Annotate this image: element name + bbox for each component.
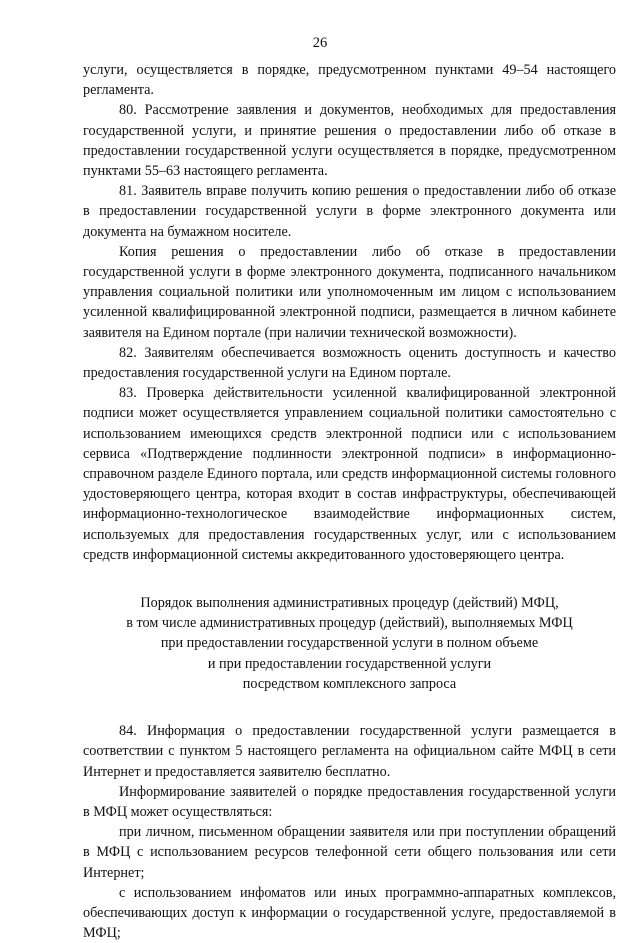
- paragraph-item-84: 84. Информация о предоставлении государственной услуги размещается в соответствии с пунктом 5 настоящего регламента на официальном сайте МФЦ в сети Интернет и предоставляется заявителю бесплатно.: [83, 723, 616, 780]
- paragraph-informing-personal: при личном, письменном обращении заявителя или при поступлении обращений в МФЦ с использованием ресурсов телефонной сети общего пользования или сети Интернет;: [83, 824, 616, 881]
- paragraph-item-83: 83. Проверка действительности усиленной квалифицированной электронной подписи может осуществляется управлением социальной политики самостоятельно с использованием имеющихся средств электронной подписи или с использованием сервиса «Подтверждение подлинности электронной подписи» в информационно-справочном разделе Единого портала, или средств информационной системы головного удостоверяющего центра, которая входит в состав инфраструктуры, обеспечивающей информационно-технологическое взаимодействие информационных систем, используемых для предоставления государственных услуг, или с использованием средств информационной системы аккредитованного удостоверяющего центра.: [83, 385, 616, 563]
- section-heading-line: посредством комплексного запроса: [242, 675, 457, 692]
- section-heading-line: и при предоставлении государственной услуги: [207, 655, 492, 672]
- paragraph-item-82: 82. Заявителям обеспечивается возможность оценить доступность и качество предоставления государственной услуги на Едином портале.: [83, 344, 616, 382]
- paragraph-informing-infomat: с использованием инфоматов или иных программно-аппаратных комплексов, обеспечивающих доступ к информации о государственной услуге, предоставляемой в МФЦ;: [83, 884, 616, 942]
- page-number: 26: [312, 35, 328, 51]
- paragraph-item-81: 81. Заявитель вправе получить копию решения о предоставлении либо об отказе в предоставлении государственной услуги в форме электронного документа или документа на бумажном носителе.: [83, 183, 616, 240]
- section-heading-line: в том числе административных процедур (действий), выполняемых МФЦ: [126, 615, 573, 632]
- section-heading-line: Порядок выполнения административных процедур (действий) МФЦ,: [140, 595, 559, 612]
- paragraph-item-81-copy: Копия решения о предоставлении либо об отказе в предоставлении государственной услуги в форме электронного документа, подписанного начальником управления социальной политики или уполномоченным им лицом с использованием усиленной квалифицированной электронной подписи, размещается в личном кабинете заявителя на Едином портале (при наличии технической возможности).: [83, 243, 616, 341]
- section-heading: [83, 593, 616, 694]
- section-heading-line: при предоставлении государственной услуги в полном объеме: [160, 635, 539, 652]
- paragraph-continuation: услуги, осуществляется в порядке, предусмотренном пунктами 49–54 настоящего регламента.: [83, 62, 616, 99]
- paragraph-informing: Информирование заявителей о порядке предоставления государственной услуги в МФЦ может осуществляться:: [83, 783, 616, 820]
- paragraph-item-80: 80. Рассмотрение заявления и документов, необходимых для предоставления государственной услуги, и принятие решения о предоставлении либо об отказе в предоставлении государственной услуги осуществляется в порядке, предусмотренном пунктами 55–63 настоящего регламента.: [83, 102, 616, 180]
- document-body: [83, 60, 616, 943]
